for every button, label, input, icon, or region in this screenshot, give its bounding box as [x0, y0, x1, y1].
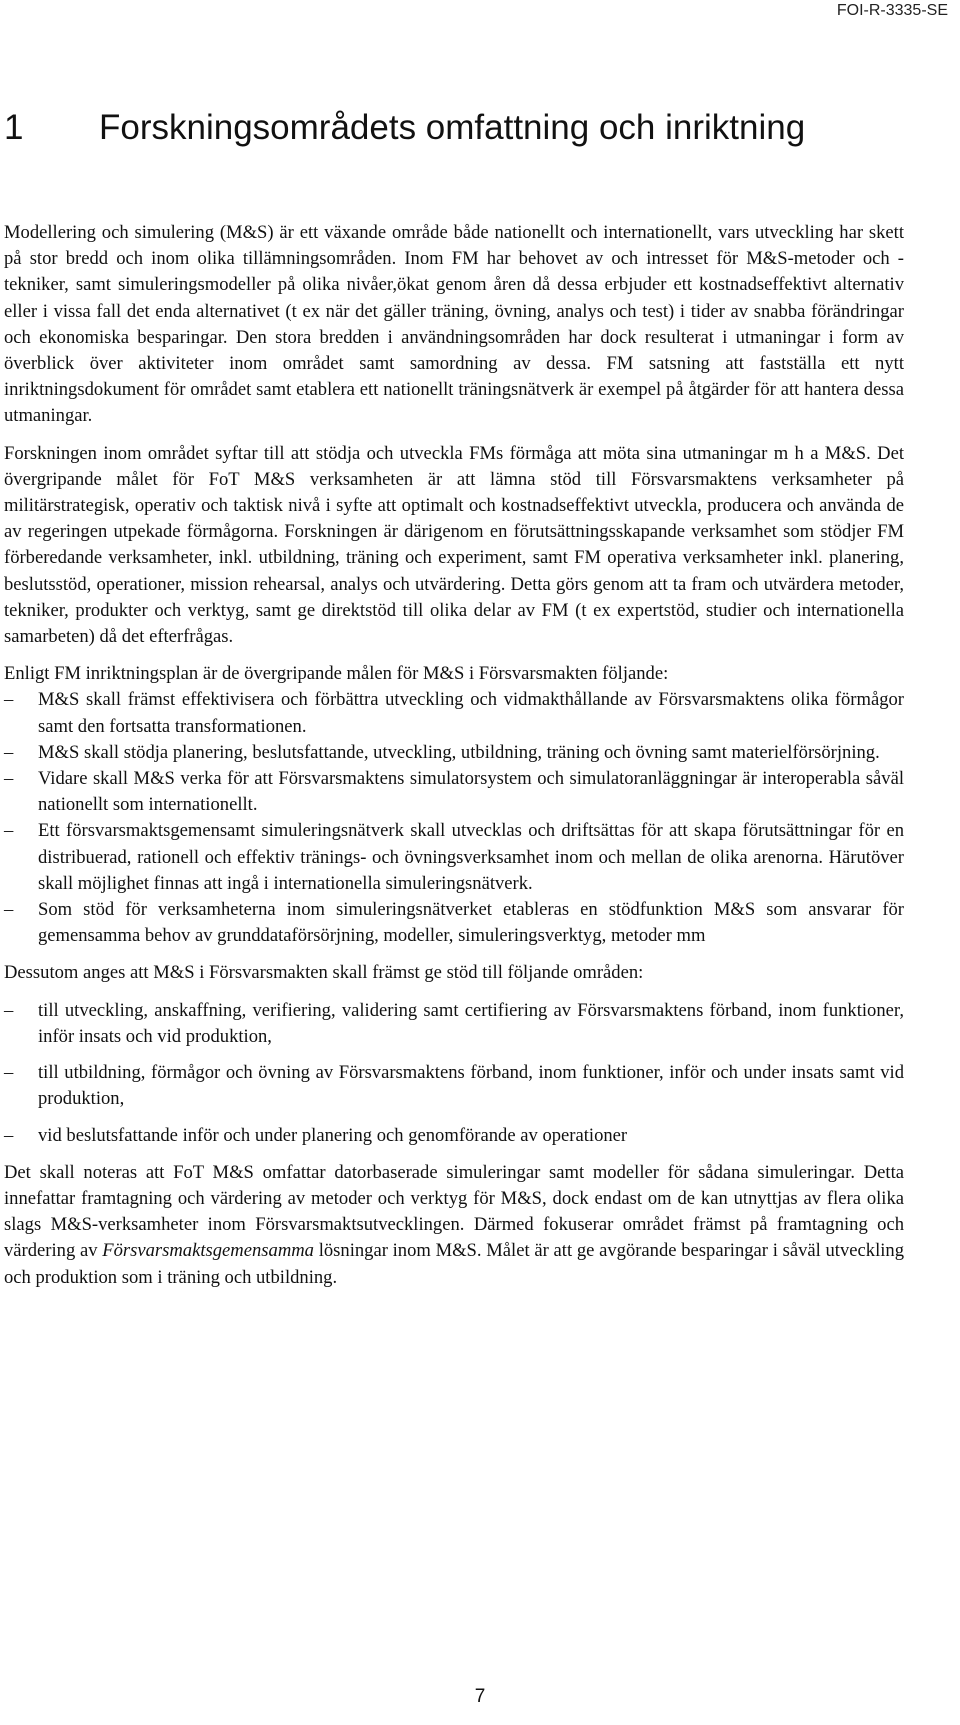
- list-item: [4, 687, 904, 739]
- list-item-text: vid beslutsfattande inför och under planering och genomförande av operationer: [38, 1124, 628, 1146]
- report-id: FOI-R-3335-SE: [836, 2, 948, 19]
- list-item-text: Som stöd för verksamheterna inom simuleringsnätverket etableras en stödfunktion M&S som ansvarar för gemensamma behov av grunddataförsörjning, modeller, simuleringsverktyg, metoder mm: [38, 899, 904, 947]
- document-body: [4, 220, 904, 1302]
- emphasis-text: Försvarsmaktsgemensamma: [102, 1240, 314, 1262]
- paragraph-4-intro: Dessutom anges att M&S i Försvarsmakten skall främst ge stöd till följande områden:: [4, 962, 644, 984]
- list-item: [4, 1060, 904, 1112]
- list-item-text: till utveckling, anskaffning, verifiering, validering samt certifiering av Försvarsmaktens förband, inom funktioner, inför insats och vid produktion,: [38, 999, 904, 1047]
- dash-marker: –: [4, 820, 14, 842]
- list-item: [4, 998, 904, 1050]
- list-item: [4, 897, 904, 949]
- dash-marker: –: [4, 741, 14, 763]
- list-item: [4, 740, 904, 766]
- dash-marker: –: [4, 999, 14, 1021]
- paragraph-2: Forskningen inom området syftar till att stödja och utveckla FMs förmåga att möta sina utmaningar m h a M&S. Det övergripande målet för FoT M&S verksamheten är att lämna stöd till Försvarsmaktens verksamheter på militärstrategisk, operativ och taktisk nivå i syfte att optimalt och kostnadseffektivt utveckla, producera och använda de av regeringen utpekade förmågorna. Forskningen är därigenom en förutsättningsskapande verksamhet som stödjer FM förberedande verksamheter, inkl. utbildning, träning och experiment, samt FM operativa verksamheter inkl. planering, beslutsstöd, operationer, mission rehearsal, analys och utvärdering. Detta görs genom att ta fram och utvärdera metoder, tekniker, produkter och verktyg, samt ge direktstöd till olika delar av FM (t ex expertstöd, studier och internationella samarbeten) då det efterfrågas.: [4, 442, 904, 648]
- section-number: 1: [4, 108, 24, 147]
- list-item-text: till utbildning, förmågor och övning av Försvarsmaktens förband, inom funktioner, inför och under insats samt vid produktion,: [38, 1062, 904, 1110]
- paragraph-1: Modellering och simulering (M&S) är ett växande område både nationellt och internationellt, vars utveckling har skett på stor bredd och inom olika tillämningsområden. Inom FM har behovet av och intresset för M&S-metoder och -tekniker, samt simuleringsmodeller på olika nivåer,ökat genom åren då dessa erbjuder ett kostnadseffektivt alternativ eller i vissa fall det enda alternativet (t ex när det gäller träning, övning, analys och test) i tider av snabba förändringar och ekonomiska besparingar. Den stora bredden i användningsområden har dock resulterat i utmaningar i form av överblick över aktiviteter inom området samt samordning av dessa. FM satsning att fastställa ett nytt inriktningsdokument för området samt etablera ett nationellt träningsnätverk är exempel på åtgärder för att hantera dessa utmaningar.: [4, 222, 904, 427]
- goals-list: [4, 687, 904, 949]
- paragraph-5: [4, 1160, 904, 1291]
- list-item-text: Vidare skall M&S verka för att Försvarsmaktens simulatorsystem och simulatoranläggningar är interoperabla såväl nationellt som internationellt.: [38, 768, 904, 816]
- areas-list: [4, 998, 904, 1149]
- dash-marker: –: [4, 1062, 14, 1084]
- list-item-text: M&S skall främst effektivisera och förbättra utveckling och vidmakthållande av Försvarsmaktens olika förmågor samt den fortsatta transformationen.: [38, 689, 904, 737]
- dash-marker: –: [4, 768, 14, 790]
- dash-marker: –: [4, 1124, 14, 1146]
- list-item: [4, 1123, 904, 1149]
- paragraph-3-intro: Enligt FM inriktningsplan är de övergripande målen för M&S i Försvarsmakten följande:: [4, 663, 669, 685]
- paragraph-5-text-b: lösningar inom M&S. Målet är att ge avgörande besparingar i såväl utveckling och produktion som i träning och utbildning.: [4, 1240, 904, 1288]
- list-item-text: M&S skall stödja planering, beslutsfattande, utveckling, utbildning, träning och övning samt materielförsörjning.: [38, 741, 880, 763]
- section-heading: [4, 103, 904, 153]
- page-number: 7: [474, 1686, 486, 1707]
- list-item-text: Ett försvarsmaktsgemensamt simuleringsnätverk skall utvecklas och driftsättas för att skapa förutsättningar för en distribuerad, rationell och effektiv tränings- och övningsverksamhet inom och mellan de olika arenorna. Härutöver skall möjlighet finnas att ingå i internationella simuleringsnätverk.: [38, 820, 904, 894]
- list-item: [4, 818, 904, 897]
- section-title: Forskningsområdets omfattning och inriktning: [99, 108, 806, 147]
- dash-marker: –: [4, 689, 14, 711]
- list-item: [4, 766, 904, 818]
- paragraph-5-text-a: Det skall noteras att FoT M&S omfattar datorbaserade simuleringar samt modeller för sådana simuleringar. Detta innefattar framtagning och värdering av metoder och verktyg för M&S, dock endast om de kan utnyttjas av flera olika slags M&S-verksamheter inom Försvarsmaktsutvecklingen. Därmed fokuserar området främst på framtagning och värdering av: [4, 1161, 904, 1262]
- dash-marker: –: [4, 899, 14, 921]
